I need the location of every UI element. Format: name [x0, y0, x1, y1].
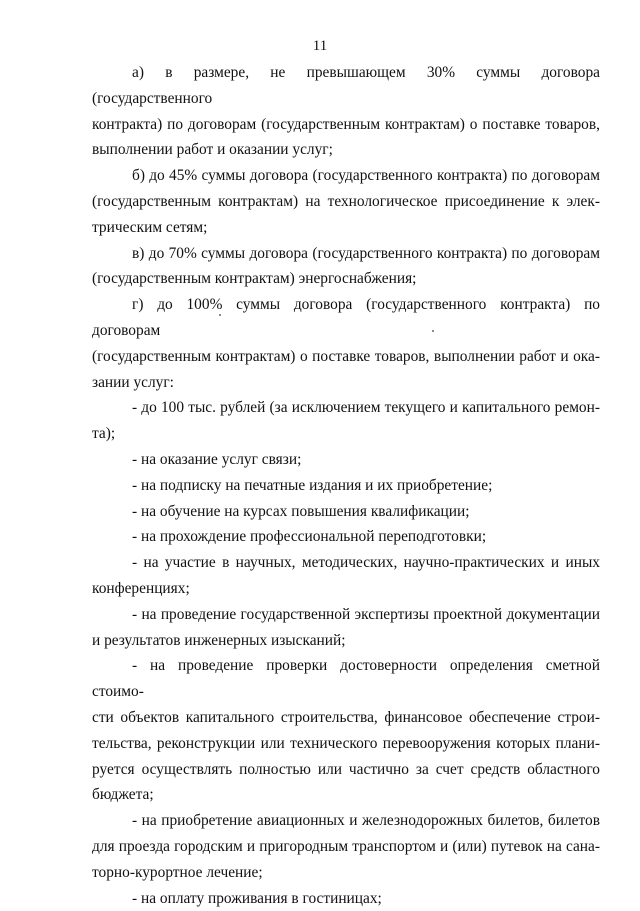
text-line: конференциях;: [92, 576, 600, 602]
text-line: и результатов инженерных изысканий;: [92, 628, 600, 654]
text-line: та);: [92, 421, 600, 447]
text-line: г) до 100% суммы договора (государственного контракта) по договорам: [92, 292, 600, 344]
paragraph: [92, 473, 600, 499]
paragraph: [92, 653, 600, 808]
paragraph: [92, 550, 600, 602]
text-line: - до 100 тыс. рублей (за исключением текущего и капитального ремон-: [92, 395, 600, 421]
text-line: контракта) по договорам (государственным контрактам) о поставке товаров,: [92, 112, 600, 138]
text-line: (государственным контрактам) о поставке товаров, выполнении работ и ока-: [92, 344, 600, 370]
text-line: - на оплату проживания в гостиницах;: [92, 886, 600, 911]
paragraph: [92, 808, 600, 885]
text-line: торно-курортное лечение;: [92, 860, 600, 886]
document-body: [92, 60, 600, 911]
text-line: - на приобретение авиационных и железнодорожных билетов, билетов: [92, 808, 600, 834]
text-line: зании услуг:: [92, 370, 600, 396]
paragraph: [92, 447, 600, 473]
text-line: - на участие в научных, методических, научно-практических и иных: [92, 550, 600, 576]
text-line: - на прохождение профессиональной переподготовки;: [92, 524, 600, 550]
paragraph: [92, 886, 600, 911]
scan-speck: [432, 330, 434, 332]
paragraph: [92, 163, 600, 240]
page-number: 11: [0, 37, 640, 55]
text-line: трическим сетям;: [92, 215, 600, 241]
text-line: выполнении работ и оказании услуг;: [92, 137, 600, 163]
paragraph: [92, 395, 600, 447]
text-line: в) до 70% суммы договора (государственного контракта) по договорам: [92, 241, 600, 267]
text-line: - на обучение на курсах повышения квалификации;: [92, 499, 600, 525]
paragraph: [92, 241, 600, 293]
paragraph: [92, 499, 600, 525]
text-line: а) в размере, не превышающем 30% суммы договора (государственного: [92, 60, 600, 112]
text-line: б) до 45% суммы договора (государственного контракта) по договорам: [92, 163, 600, 189]
text-line: бюджета;: [92, 782, 600, 808]
text-line: (государственным контрактам) на технологическое присоединение к элек-: [92, 189, 600, 215]
paragraph: [92, 60, 600, 163]
text-line: - на проведение государственной экспертизы проектной документации: [92, 602, 600, 628]
text-line: - на подписку на печатные издания и их приобретение;: [92, 473, 600, 499]
text-line: - на проведение проверки достоверности определения сметной стоимо-: [92, 653, 600, 705]
text-line: сти объектов капитального строительства, финансовое обеспечение строи-: [92, 705, 600, 731]
text-line: руется осуществлять полностью или частично за счет средств областного: [92, 757, 600, 783]
text-line: для проезда городским и пригородным транспортом и (или) путевок на сана-: [92, 834, 600, 860]
paragraph: [92, 602, 600, 654]
paragraph: [92, 292, 600, 395]
paragraph: [92, 524, 600, 550]
text-line: тельства, реконструкции или технического перевооружения которых плани-: [92, 731, 600, 757]
text-line: - на оказание услуг связи;: [92, 447, 600, 473]
scan-speck: [219, 314, 221, 316]
text-line: (государственным контрактам) энергоснабжения;: [92, 266, 600, 292]
